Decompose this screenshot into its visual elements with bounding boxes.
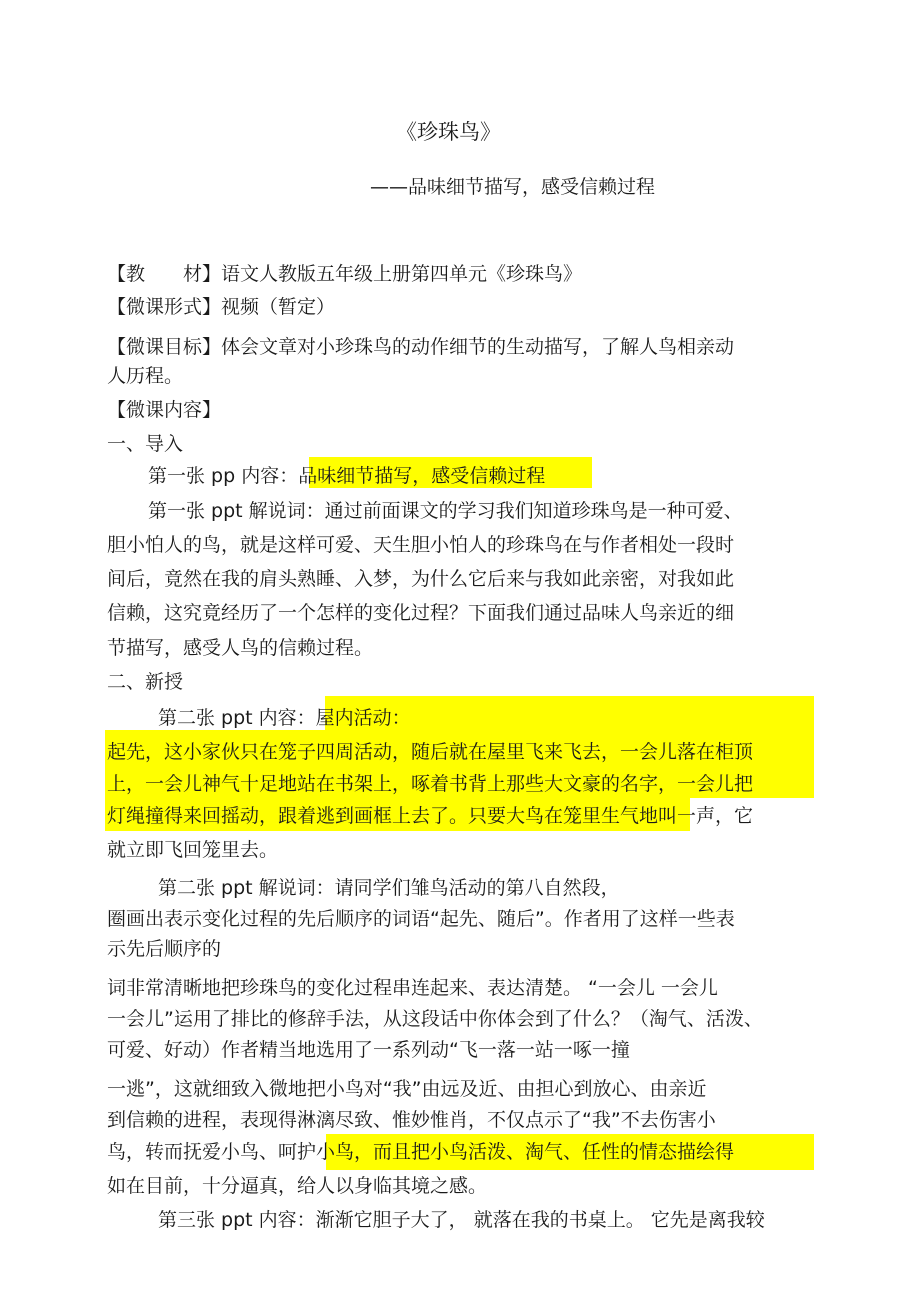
narration1-line: 胆小怕人的鸟，就是这样可爱、天生胆小怕人的珍珠鸟在与作者相处一段时 [107,534,735,556]
slide2-line: 起先，这小家伙只在笼子四周活动，随后就在屋里飞来飞去，一会儿落在柜顶 [107,741,754,763]
narration2-line: 第二张 ppt 解说词：请同学们雏鸟活动的第八自然段， [158,877,620,899]
meta-goal-line1: 【微课目标】体会文章对小珍珠鸟的动作细节的生动描写，了解人鸟相亲动 [107,336,735,358]
meta-content-heading: 【微课内容】 [107,399,222,421]
section-heading-new: 二、新授 [107,671,184,693]
meta-textbook: 【教 材】语文人教版五年级上册第四单元《珍珠鸟》 [107,263,583,285]
slide2-prefix: 第二张 ppt 内容： [158,707,316,729]
slide2-tail: 叫一声，它 [658,805,754,827]
narration2-line: 到信赖的进程，表现得淋漓尽致、惟妙惟肖，不仅点示了“我”不去伤害小 [107,1109,716,1131]
slide2-highlight-end: 灯绳撞得来回摇动，跟着逃到画框上去了。只要大鸟在笼里生气地 [107,805,659,827]
slide2-line-mixed [107,804,753,828]
slide2-last-line: 就立即飞回笼里去。 [107,839,279,861]
narration2-line: 圈画出表示变化过程的先后顺序的词语“起先、随后”。作者用了这样一些表 [107,908,735,930]
narration1-line: 信赖，这究竟经历了一个怎样的变化过程？下面我们通过品味人鸟亲近的细 [107,602,735,624]
narration2-line: 可爱、好动）作者精当地选用了一系列动“飞一落一站一啄一撞 [107,1039,630,1061]
page-title: 《珍珠鸟》 [396,120,501,144]
slide2-content [158,706,411,730]
narration2-line: 一会儿”运用了排比的修辞手法，从这段话中你体会到了什么？（淘气、活泼、 [107,1008,763,1030]
slide2-line: 上，一会儿神气十足地站在书架上，啄着书背上那些大文豪的名字，一会儿把 [107,773,754,795]
narration2-line: 一逃”，这就细致入微地把小鸟对“我”由远及近、由担心到放心、由亲近 [107,1078,707,1100]
meta-format: 【微课形式】视频（暂定） [107,296,336,318]
narration2-line: 如在目前，十分逼真，给人以身临其境之感。 [107,1175,488,1197]
slide2-label: 屋内活动： [315,707,411,729]
meta-goal-line2: 人历程。 [107,365,184,387]
narration2-highlight-text: 小鸟，而且把小鸟活泼、淘气、任性的情态描绘得 [316,1141,735,1163]
narration2-plain-part: 鸟，转而抚爱小鸟、呵护 [107,1141,317,1163]
slide1-label: 第一张 pp 内容： [148,465,299,487]
narration1-line: 间后，竟然在我的肩头熟睡、入梦，为什么它后来与我如此亲密，对我如此 [107,568,735,590]
narration2-line: 词非常清晰地把珍珠鸟的变化过程串连起来、表达清楚。 “一会儿 一会儿 [107,977,718,999]
slide1-highlight-text: 品味细节描写，感受信赖过程 [298,465,546,487]
section-heading-intro: 一、导入 [107,433,184,455]
slide1-content [148,464,545,488]
narration1-line: 节描写，感受人鸟的信赖过程。 [107,637,374,659]
slide3-content: 第三张 ppt 内容：渐渐它胆子大了， 就落在我的书桌上。 它先是离我较 [158,1209,765,1231]
narration2-line: 示先后顺序的 [107,938,222,960]
narration2-line-mixed [107,1140,734,1164]
page-subtitle: ——品味细节描写，感受信赖过程 [370,176,656,198]
narration1-line: 第一张 ppt 解说词：通过前面课文的学习我们知道珍珠鸟是一种可爱、 [148,500,743,522]
